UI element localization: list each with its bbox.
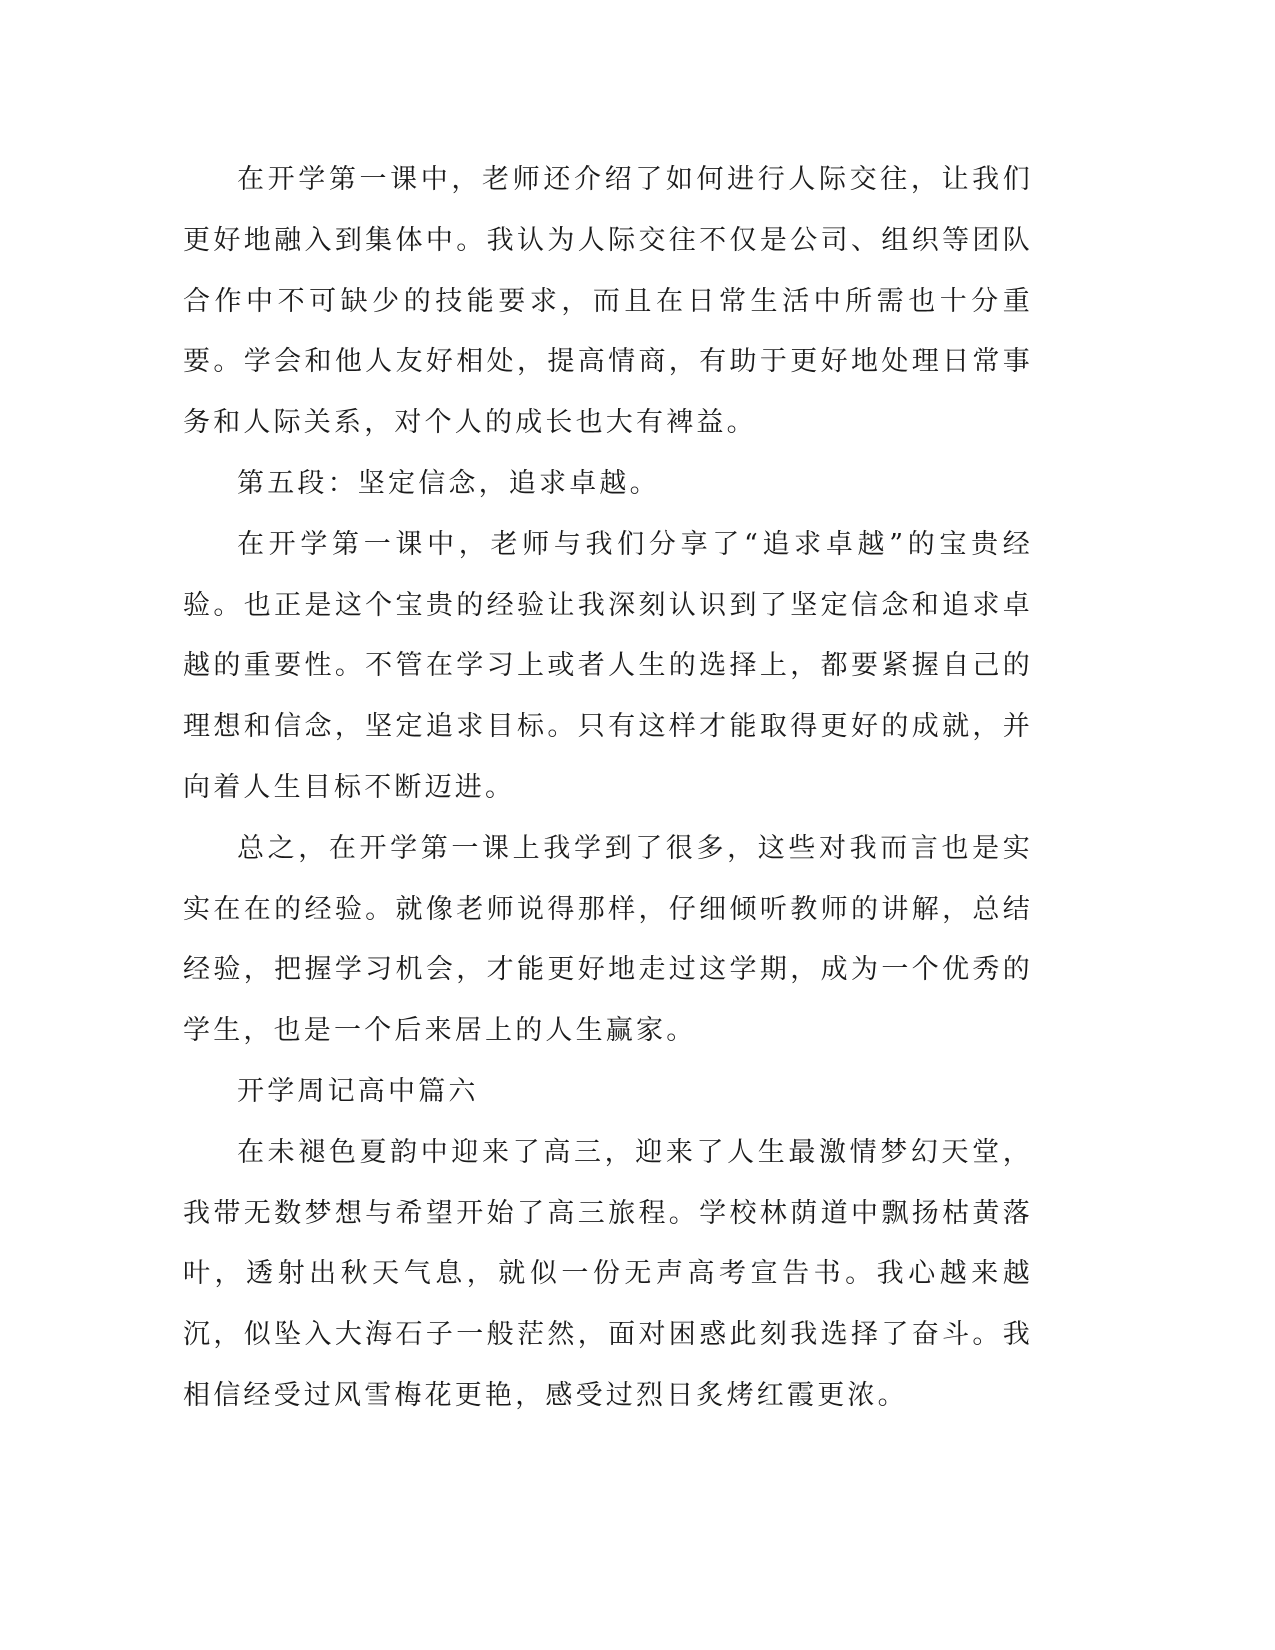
document-body — [183, 150, 1033, 1427]
paragraph-interpersonal: 在开学第一课中，老师还介绍了如何进行人际交往，让我们更好地融入到集体中。我认为人际交往不仅是公司、组织等团队合作中不可缺少的技能要求，而且在日常生活中所需也十分重要。学会和他人友好相处，提高情商，有助于更好地处理日常事务和人际关系，对个人的成长也大有裨益。 — [183, 164, 1033, 439]
article-title-six: 开学周记高中篇六 — [237, 1075, 479, 1107]
paragraph-summary: 总之，在开学第一课上我学到了很多，这些对我而言也是实实在在的经验。就像老师说得那样，仔细倾听教师的讲解，总结经验，把握学习机会，才能更好地走过这学期，成为一个优秀的学生，也是一个后来居上的人生赢家。 — [183, 832, 1033, 1047]
paragraph-excellence: 在开学第一课中，老师与我们分享了“追求卓越”的宝贵经验。也正是这个宝贵的经验让我深刻认识到了坚定信念和追求卓越的重要性。不管在学习上或者人生的选择上，都要紧握自己的理想和信念，坚定追求目标。只有这样才能取得更好的成就，并向着人生目标不断迈进。 — [183, 528, 1033, 803]
paragraph-senior-year: 在未褪色夏韵中迎来了高三，迎来了人生最激情梦幻天堂，我带无数梦想与希望开始了高三旅程。学校林荫道中飘扬枯黄落叶，透射出秋天气息，就似一份无声高考宣告书。我心越来越沉，似坠入大海石子一般茫然，面对困惑此刻我选择了奋斗。我相信经受过风雪梅花更艳，感受过烈日炙烤红霞更浓。 — [183, 1136, 1033, 1411]
section-heading-five: 第五段：坚定信念，追求卓越。 — [237, 467, 660, 499]
